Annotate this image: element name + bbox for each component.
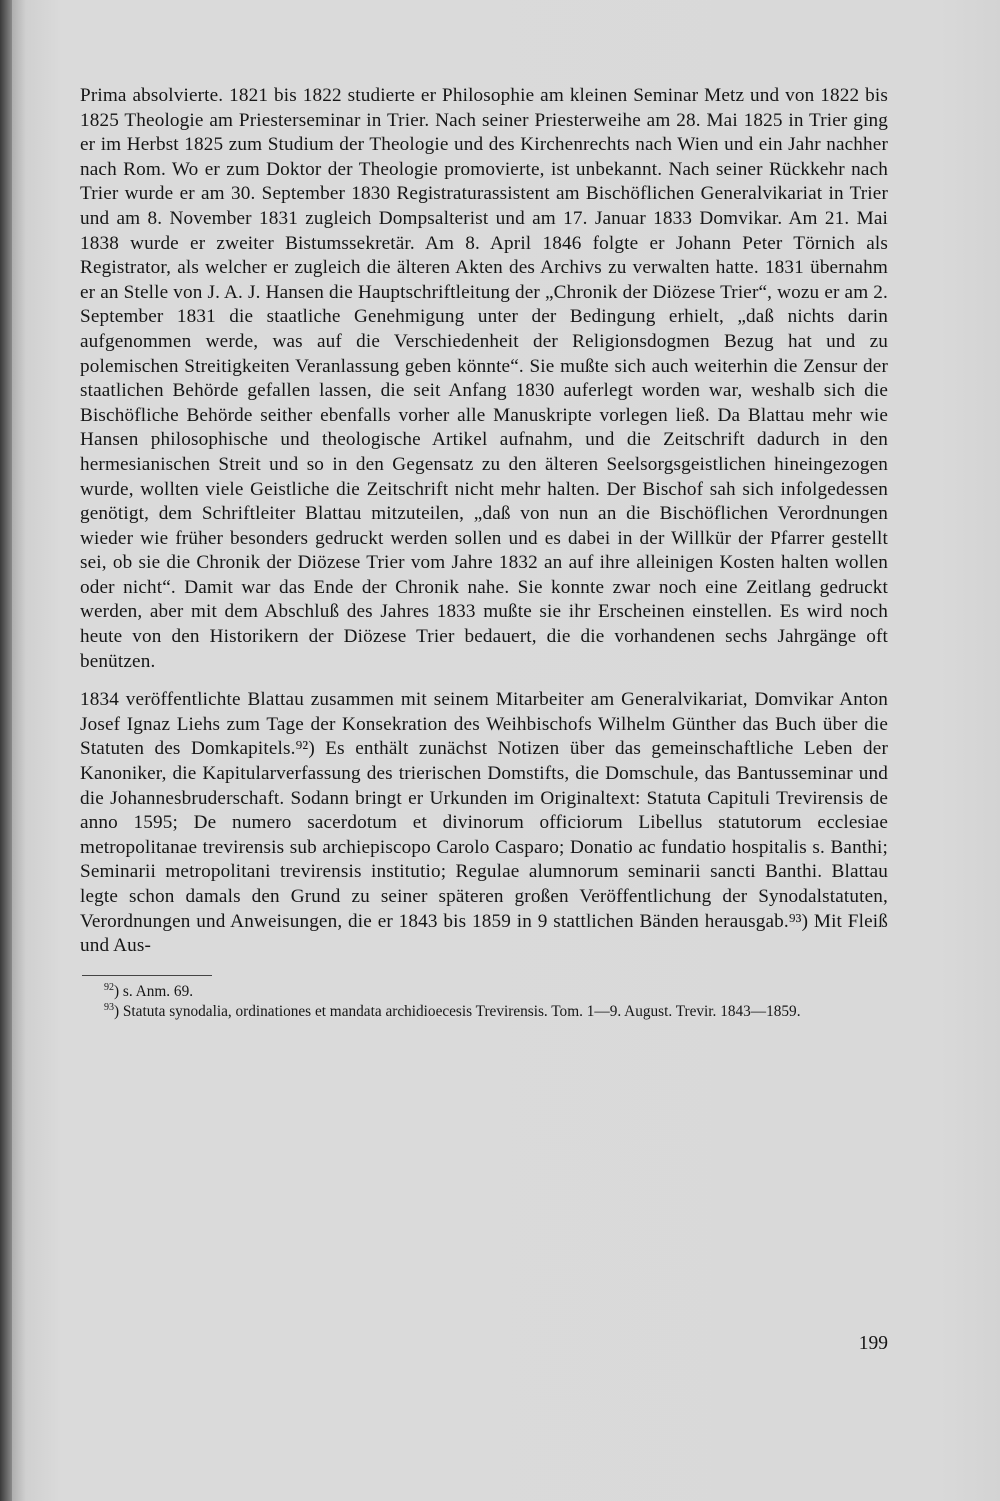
footnote-text: ) Statuta synodalia, ordinationes et mandata archidioecesis Trevirensis. Tom. 1—9. August. Trevir. 1843—1859. (114, 1002, 801, 1020)
footnote-92 (80, 982, 888, 1002)
paragraph-blattau-chronik: Prima absolvierte. 1821 bis 1822 studierte er Philosophie am kleinen Seminar Metz und von 1822 bis 1825 Theologie am Priesterseminar in Trier. Nach seiner Priesterweihe am 28. Mai 1825 in Trier ging er im Herbst 1825 zum Studium der Theologie und des Kirchenrechts nach Wien und ein Jahr nachher nach Rom. Wo er zum Doktor der Theologie promovierte, ist unbekannt. Nach seiner Rückkehr nach Trier wurde er am 30. September 1830 Registraturassistent am Bischöflichen Generalvikariat in Trier und am 8. November 1831 zugleich Dompsalterist und am 17. Januar 1833 Domvikar. Am 21. Mai 1838 wurde er zweiter Bistumssekretär. Am 8. April 1846 folgte er Johann Peter Törnich als Registrator, als welcher er zugleich die älteren Akten des Archivs zu verwalten hatte. 1831 übernahm er an Stelle von J. A. J. Hansen die Hauptschriftleitung der „Chronik der Diözese Trier“, wozu er am 2. September 1831 die staatliche Genehmigung unter der Bedingung erhielt, „daß nichts darin aufgenommen werde, was auf die Verschiedenheit der Religionsdogmen Bezug hat und zu polemischen Streitigkeiten Veranlassung geben könnte“. Sie mußte sich auch weiterhin die Zensur der staatlichen Behörde gefallen lassen, die seit Anfang 1830 auferlegt worden war, weshalb sich die Bischöfliche Behörde seither ebenfalls vorher alle Manuskripte vorlegen ließ. Da Blattau mehr wie Hansen philosophische und theologische Artikel aufnahm, und die Zeitschrift dadurch in den hermesianischen Streit und so in den Gegensatz zu den älteren Seelsorgsgeistlichen hineingezogen wurde, wollten viele Geistliche die Zeitschrift nicht mehr halten. Der Bischof sah sich infolgedessen genötigt, dem Schriftleiter Blattau mitzuteilen, „daß von nun an die Bischöflichen Verordnungen wieder wie früher besonders gedruckt werden sollen und es dabei in der Willkür der Pfarrer gestellt sei, ob sie die Chronik der Diözese Trier vom Jahre 1832 an auf ihre alleinigen Kosten halten wollen oder nicht“. Damit war das Ende der Chronik nahe. Sie konnte zwar noch eine Zeitlang gedruckt werden, aber mit dem Abschluß des Jahres 1833 mußte sie ihr Erscheinen einstellen. Es wird noch heute von den Historikern der Diözese Trier bedauert, die die vorhandenen sechs Jahrgänge oft benützen. (80, 85, 888, 672)
body-text (80, 84, 888, 1022)
paragraph-domkapitel-statuten: 1834 veröffentlichte Blattau zusammen mit seinem Mitarbeiter am Generalvikariat, Domvikar Anton Josef Ignaz Liehs zum Tage der Konsekration des Weihbischofs Wilhelm Günther das Buch über die Statuten des Domkapitels.⁹²) Es enthält zunächst Notizen über das gemeinschaftliche Leben der Kanoniker, die Kapitularverfassung des trierischen Domstifts, die Domschule, das Bantusseminar und die Johannesbruderschaft. Sodann bringt er Urkunden im Originaltext: Statuta Capituli Trevirensis de anno 1595; De numero sacerdotum et divinorum officiorum Libellus statutorum ecclesiae metropolitanae trevirensis sub archiepiscopo Carolo Casparo; Donatio ac fundatio hospitalis s. Banthi; Seminarii metropolitani trevirensis institutio; Regulae alumnorum seminarii sancti Banthi. Blattau legte schon damals den Grund zu seiner späteren großen Veröffentlichung der Synodalstatuten, Verordnungen und Anweisungen, die er 1843 bis 1859 in 9 stattlichen Bänden herausgab.⁹³) Mit Fleiß und Aus- (80, 689, 888, 957)
footnote-number: 92 (104, 981, 114, 993)
footnotes (80, 982, 888, 1022)
footnote-93 (80, 1002, 888, 1022)
page-number: 199 (858, 1333, 888, 1354)
footnote-text: ) s. Anm. 69. (114, 982, 194, 1000)
footnote-separator (82, 975, 212, 976)
book-spine-shadow (0, 0, 12, 1501)
footnote-number: 93 (104, 1001, 114, 1013)
